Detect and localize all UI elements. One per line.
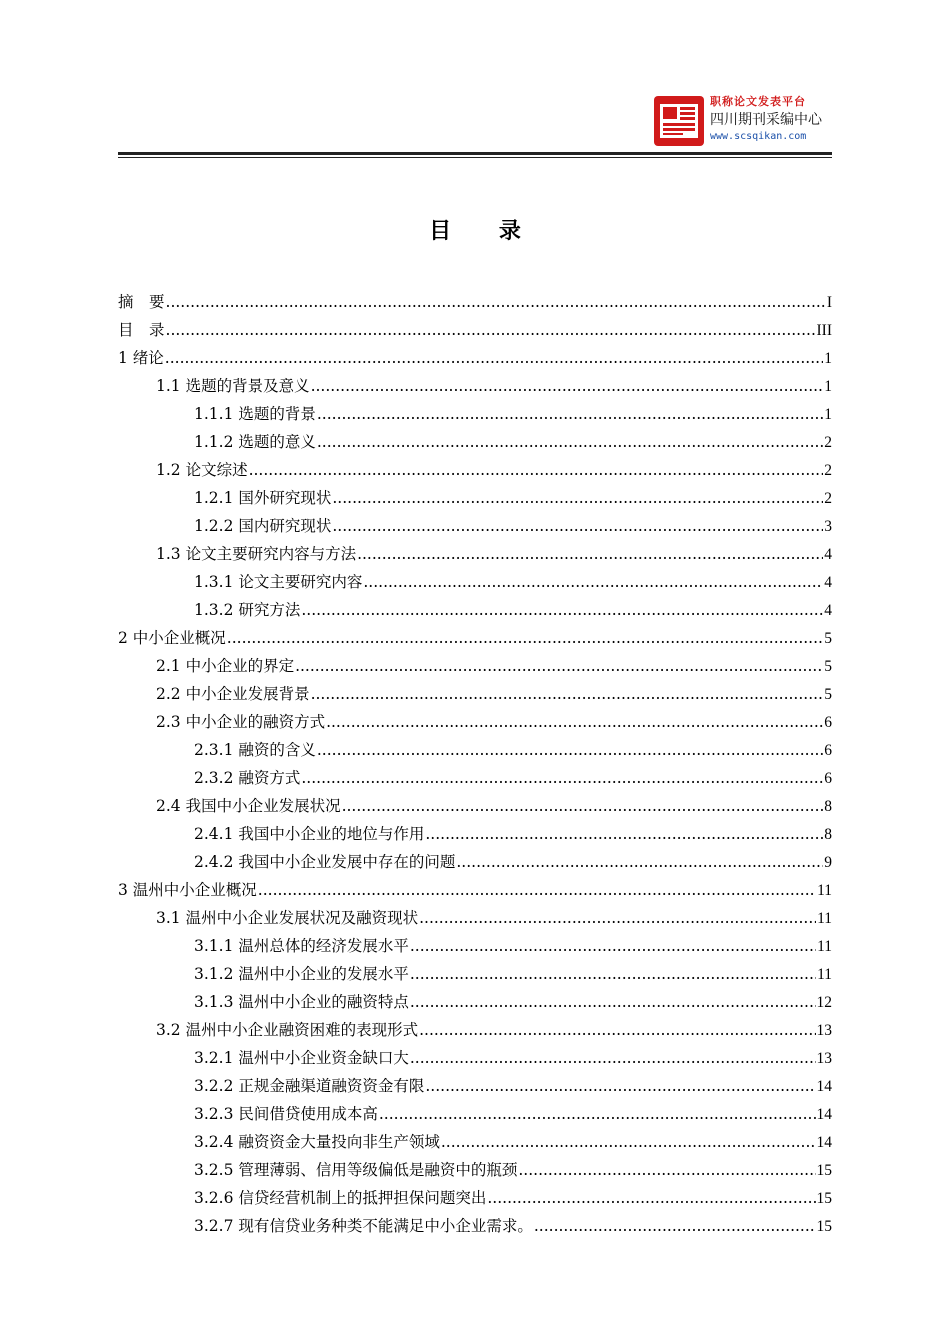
toc-entry-label: 3.2 温州中小企业融资困难的表现形式 bbox=[156, 1021, 419, 1039]
toc-entry-page: 14 bbox=[816, 1078, 832, 1095]
toc-entry[interactable] bbox=[118, 540, 832, 568]
toc-entry-label: 3 温州中小企业概况 bbox=[118, 881, 257, 899]
toc-leader-dots bbox=[534, 1212, 816, 1240]
toc-entry[interactable] bbox=[118, 1128, 832, 1156]
toc-entry-page: 11 bbox=[817, 966, 832, 983]
toc-entry-page: 5 bbox=[824, 686, 832, 703]
toc-entry-page: 2 bbox=[824, 434, 832, 451]
toc-entry[interactable] bbox=[118, 932, 832, 960]
header-divider-thin bbox=[118, 157, 832, 158]
page-header bbox=[118, 88, 832, 154]
toc-entry-label: 2.4.1 我国中小企业的地位与作用 bbox=[194, 825, 425, 843]
toc-entry[interactable] bbox=[118, 988, 832, 1016]
toc-entry-label: 3.2.1 温州中小企业资金缺口大 bbox=[194, 1049, 409, 1067]
toc-entry-label: 1.3 论文主要研究内容与方法 bbox=[156, 545, 357, 563]
toc-entry-page: 2 bbox=[824, 490, 832, 507]
toc-entry-label: 3.2.5 管理薄弱、信用等级偏低是融资中的瓶颈 bbox=[194, 1161, 518, 1179]
toc-entry-label: 1.2 论文综述 bbox=[156, 461, 248, 479]
toc-leader-dots bbox=[332, 484, 823, 512]
toc-entry-label: 3.2.3 民间借贷使用成本高 bbox=[194, 1105, 378, 1123]
toc-entry-page: 1 bbox=[824, 378, 832, 395]
toc-entry-label: 1 绪论 bbox=[118, 349, 164, 367]
toc-entry-label: 1.1 选题的背景及意义 bbox=[156, 377, 310, 395]
toc-entry-label: 1.1.1 选题的背景 bbox=[194, 405, 316, 423]
toc-leader-dots bbox=[166, 316, 816, 344]
toc-leader-dots bbox=[317, 428, 823, 456]
toc-entry-page: 15 bbox=[816, 1162, 832, 1179]
toc-leader-dots bbox=[311, 372, 824, 400]
toc-leader-dots bbox=[332, 512, 823, 540]
toc-entry-page: 11 bbox=[817, 910, 832, 927]
logo-url[interactable]: www.scsqikan.com bbox=[710, 131, 807, 142]
toc-entry-label: 2.2 中小企业发展背景 bbox=[156, 685, 310, 703]
toc-leader-dots bbox=[425, 1072, 815, 1100]
toc-entry-page: 1 bbox=[824, 406, 832, 423]
toc-entry[interactable] bbox=[118, 568, 832, 596]
toc-entry[interactable] bbox=[118, 428, 832, 456]
toc-leader-dots bbox=[410, 988, 816, 1016]
toc-leader-dots bbox=[441, 1128, 816, 1156]
toc-entry-page: 9 bbox=[824, 854, 832, 871]
publisher-logo bbox=[654, 94, 832, 152]
toc-entry-label: 3.1 温州中小企业发展状况及融资现状 bbox=[156, 909, 419, 927]
toc-entry-page: 8 bbox=[824, 798, 832, 815]
toc-entry-page: 6 bbox=[824, 742, 832, 759]
toc-leader-dots bbox=[258, 876, 816, 904]
toc-entry-page: 15 bbox=[816, 1190, 832, 1207]
toc-entry-label: 3.1.1 温州总体的经济发展水平 bbox=[194, 937, 409, 955]
toc-entry[interactable] bbox=[118, 1100, 832, 1128]
toc-entry-page: 14 bbox=[816, 1106, 832, 1123]
toc-entry[interactable] bbox=[118, 596, 832, 624]
toc-entry-page: 5 bbox=[824, 630, 832, 647]
toc-entry-page: 2 bbox=[824, 462, 832, 479]
toc-entry[interactable] bbox=[118, 344, 832, 372]
toc-leader-dots bbox=[363, 568, 823, 596]
toc-leader-dots bbox=[379, 1100, 816, 1128]
toc-entry-label: 1.3.1 论文主要研究内容 bbox=[194, 573, 363, 591]
toc-entry-label: 3.1.2 温州中小企业的发展水平 bbox=[194, 965, 409, 983]
toc-entry[interactable] bbox=[118, 680, 832, 708]
toc-entry[interactable] bbox=[118, 960, 832, 988]
toc-entry[interactable] bbox=[118, 456, 832, 484]
toc-entry-label: 2.3 中小企业的融资方式 bbox=[156, 713, 326, 731]
toc-leader-dots bbox=[410, 960, 816, 988]
toc-entry-label: 2.1 中小企业的界定 bbox=[156, 657, 295, 675]
toc-entry-page: III bbox=[816, 322, 832, 339]
toc-entry-label: 3.2.4 融资资金大量投向非生产领域 bbox=[194, 1133, 440, 1151]
toc-entry-label: 1.2.2 国内研究现状 bbox=[194, 517, 332, 535]
toc-entry-page: I bbox=[826, 294, 832, 311]
toc-entry[interactable] bbox=[118, 736, 832, 764]
toc-entry[interactable] bbox=[118, 400, 832, 428]
toc-entry[interactable] bbox=[118, 624, 832, 652]
toc-entry-page: 8 bbox=[824, 826, 832, 843]
toc-leader-dots bbox=[311, 680, 824, 708]
toc-entry-label: 2.3.2 融资方式 bbox=[194, 769, 301, 787]
toc-entry-label: 2 中小企业概况 bbox=[118, 629, 226, 647]
toc-leader-dots bbox=[166, 288, 826, 316]
toc-entry-page: 13 bbox=[816, 1022, 832, 1039]
toc-entry[interactable] bbox=[118, 792, 832, 820]
toc-entry-page: 3 bbox=[824, 518, 832, 535]
toc-entry-label: 3.2.6 信贷经营机制上的抵押担保问题突出 bbox=[194, 1189, 487, 1207]
toc-leader-dots bbox=[249, 456, 824, 484]
toc-entry-page: 1 bbox=[824, 350, 832, 367]
toc-leader-dots bbox=[425, 820, 823, 848]
toc-leader-dots bbox=[419, 1016, 815, 1044]
toc-entry[interactable] bbox=[118, 1016, 832, 1044]
toc-entry[interactable] bbox=[118, 652, 832, 680]
toc-entry-label: 2.3.1 融资的含义 bbox=[194, 741, 316, 759]
toc-entry-label: 3.2.2 正规金融渠道融资资金有限 bbox=[194, 1077, 425, 1095]
logo-text bbox=[710, 94, 834, 144]
toc-leader-dots bbox=[487, 1184, 815, 1212]
toc-entry[interactable] bbox=[118, 876, 832, 904]
toc-entry-label: 1.3.2 研究方法 bbox=[194, 601, 301, 619]
toc-entry[interactable] bbox=[118, 820, 832, 848]
toc-leader-dots bbox=[518, 1156, 815, 1184]
toc-entry[interactable] bbox=[118, 1072, 832, 1100]
logo-tagline: 职称论文发表平台 bbox=[710, 95, 806, 108]
toc-leader-dots bbox=[295, 652, 823, 680]
newspaper-logo-icon bbox=[654, 96, 704, 146]
toc-entry[interactable] bbox=[118, 1156, 832, 1184]
toc-entry-page: 11 bbox=[817, 938, 832, 955]
toc-leader-dots bbox=[456, 848, 823, 876]
toc-entry[interactable] bbox=[118, 512, 832, 540]
page-title: 目 录 bbox=[429, 219, 541, 244]
table-of-contents bbox=[118, 288, 832, 1240]
toc-entry-label: 3.2.7 现有信贷业务种类不能满足中小企业需求。 bbox=[194, 1217, 533, 1235]
toc-leader-dots bbox=[317, 736, 823, 764]
toc-leader-dots bbox=[165, 344, 823, 372]
toc-entry[interactable] bbox=[118, 1044, 832, 1072]
toc-entry-page: 4 bbox=[824, 574, 832, 591]
toc-leader-dots bbox=[342, 792, 824, 820]
toc-entry-label: 目 录 bbox=[118, 321, 165, 339]
toc-entry[interactable] bbox=[118, 1212, 832, 1240]
toc-entry[interactable] bbox=[118, 708, 832, 736]
toc-leader-dots bbox=[301, 596, 823, 624]
header-divider bbox=[118, 152, 832, 155]
toc-entry-page: 5 bbox=[824, 658, 832, 675]
toc-entry[interactable] bbox=[118, 764, 832, 792]
toc-entry-page: 15 bbox=[816, 1218, 832, 1235]
toc-leader-dots bbox=[410, 932, 816, 960]
logo-name: 四川期刊采编中心 bbox=[710, 112, 822, 128]
toc-entry-page: 4 bbox=[824, 602, 832, 619]
toc-leader-dots bbox=[227, 624, 823, 652]
toc-entry-page: 6 bbox=[824, 714, 832, 731]
toc-entry[interactable] bbox=[118, 904, 832, 932]
toc-leader-dots bbox=[419, 904, 816, 932]
toc-entry-page: 11 bbox=[817, 882, 832, 899]
toc-entry-page: 6 bbox=[824, 770, 832, 787]
toc-entry-label: 2.4 我国中小企业发展状况 bbox=[156, 797, 341, 815]
toc-entry[interactable] bbox=[118, 1184, 832, 1212]
toc-leader-dots bbox=[357, 540, 823, 568]
toc-entry[interactable] bbox=[118, 316, 832, 344]
toc-entry-label: 2.4.2 我国中小企业发展中存在的问题 bbox=[194, 853, 456, 871]
toc-leader-dots bbox=[326, 708, 823, 736]
toc-entry-page: 13 bbox=[816, 1050, 832, 1067]
toc-entry-label: 1.1.2 选题的意义 bbox=[194, 433, 316, 451]
toc-entry-label: 3.1.3 温州中小企业的融资特点 bbox=[194, 993, 409, 1011]
toc-leader-dots bbox=[410, 1044, 816, 1072]
toc-entry-label: 1.2.1 国外研究现状 bbox=[194, 489, 332, 507]
toc-entry[interactable] bbox=[118, 288, 832, 316]
toc-entry-page: 12 bbox=[816, 994, 832, 1011]
toc-entry-page: 14 bbox=[816, 1134, 832, 1151]
toc-entry[interactable] bbox=[118, 372, 832, 400]
toc-entry-page: 4 bbox=[824, 546, 832, 563]
toc-entry[interactable] bbox=[118, 484, 832, 512]
toc-leader-dots bbox=[317, 400, 823, 428]
toc-leader-dots bbox=[301, 764, 823, 792]
toc-entry[interactable] bbox=[118, 848, 832, 876]
toc-entry-label: 摘 要 bbox=[118, 293, 165, 311]
